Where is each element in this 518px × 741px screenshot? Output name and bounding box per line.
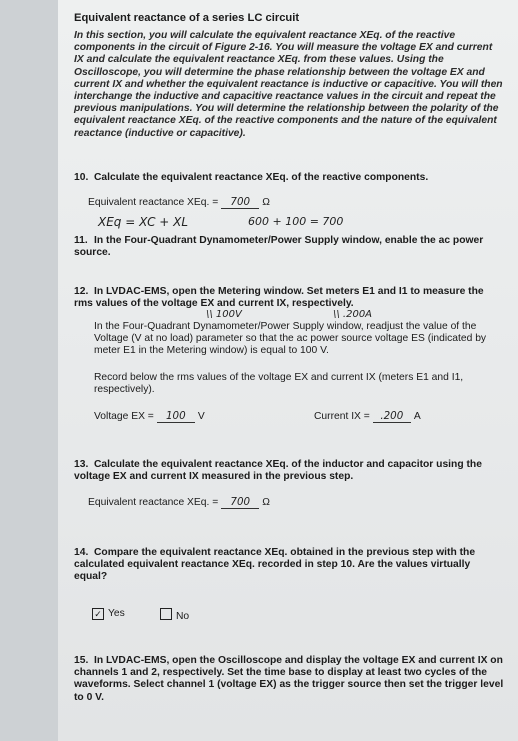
handwritten-current: .200 <box>373 410 411 423</box>
step-10-answer-line: Equivalent reactance XEq. = 700 Ω <box>88 196 270 208</box>
step-12-paragraph-b: Record below the rms values of the voltage EX and current IX (meters E1 and I1, respectively). <box>94 372 464 396</box>
step-10: 10. Calculate the equivalent reactance XEq. of the reactive components. <box>74 172 429 183</box>
step-13: 13. Calculate the equivalent reactance XEq. of the inductor and capacitor using the voltage EX and current IX measured in the previous step. <box>74 459 482 483</box>
no-checkbox[interactable] <box>160 608 172 620</box>
current-record: Current IX = .200 A <box>314 410 421 422</box>
step-11: 11. In the Four-Quadrant Dynamometer/Power Supply window, enable the ac power source. <box>74 235 484 259</box>
no-option[interactable]: No <box>160 608 189 623</box>
step-14: 14. Compare the equivalent reactance XEq. obtained in the previous step with the calculated equivalent reactance XEq. recorded in step 10. Are the values virtually equal? <box>74 547 476 583</box>
handwritten-calculation: 600 + 100 = 700 <box>248 215 344 228</box>
handwritten-formula: XEq = XC + XL <box>98 215 189 229</box>
step-12: 12. In LVDAC-EMS, open the Metering window. Set meters E1 and I1 to measure the rms values of the voltage EX and current IX, respectively. <box>74 286 484 310</box>
handwritten-answer: 700 <box>221 196 259 209</box>
yes-checkbox[interactable]: ✓ <box>92 608 104 620</box>
yes-option[interactable]: ✓ Yes <box>92 608 125 620</box>
intro-paragraph: In this section, you will calculate the equivalent reactance XEq. of the reactive components in the circuit of Figure 2-16. You will measure the voltage EX and current IX and calculate the equivalent reactance XEq. from these values. Using the Oscilloscope, you will determine the phase relationship between the voltage EX and current IX and whether the equivalent reactance is inductive or capacitive. You will then interchange the inductive and capacitive reactance values in the circuit and repeat the previous manipulations. You will determine the relationship between the polarity of the equivalent reactance XEq. of the reactive components and the nature of the equivalent reactance (inductive or capacitive). <box>74 30 503 139</box>
step-12-paragraph-a: In the Four-Quadrant Dynamometer/Power Supply window, readjust the value of the Voltage (V at no load) parameter so that the ac power source voltage ES (indicated by meter E1 in the Metering window) is equal to 100 V. <box>94 321 487 357</box>
step-15: 15. In LVDAC-EMS, open the Oscilloscope and display the voltage EX and current IX on channels 1 and 2, respectively. Set the time base to display at least two cycles of the waveforms. Select channel 1 (voltage EX) as the trigger source then set the trigger level to 0 V. <box>74 655 504 703</box>
document-page <box>58 0 518 741</box>
voltage-record: Voltage EX = 100 V <box>94 410 205 422</box>
handwritten-note-current: \\ .200A <box>333 309 373 320</box>
section-title: Equivalent reactance of a series LC circuit <box>74 12 300 24</box>
handwritten-voltage: 100 <box>157 410 195 423</box>
step-13-answer-line: Equivalent reactance XEq. = 700 Ω <box>88 496 270 508</box>
handwritten-answer: 700 <box>221 496 259 509</box>
handwritten-note-voltage: \\ 100V <box>206 309 242 320</box>
